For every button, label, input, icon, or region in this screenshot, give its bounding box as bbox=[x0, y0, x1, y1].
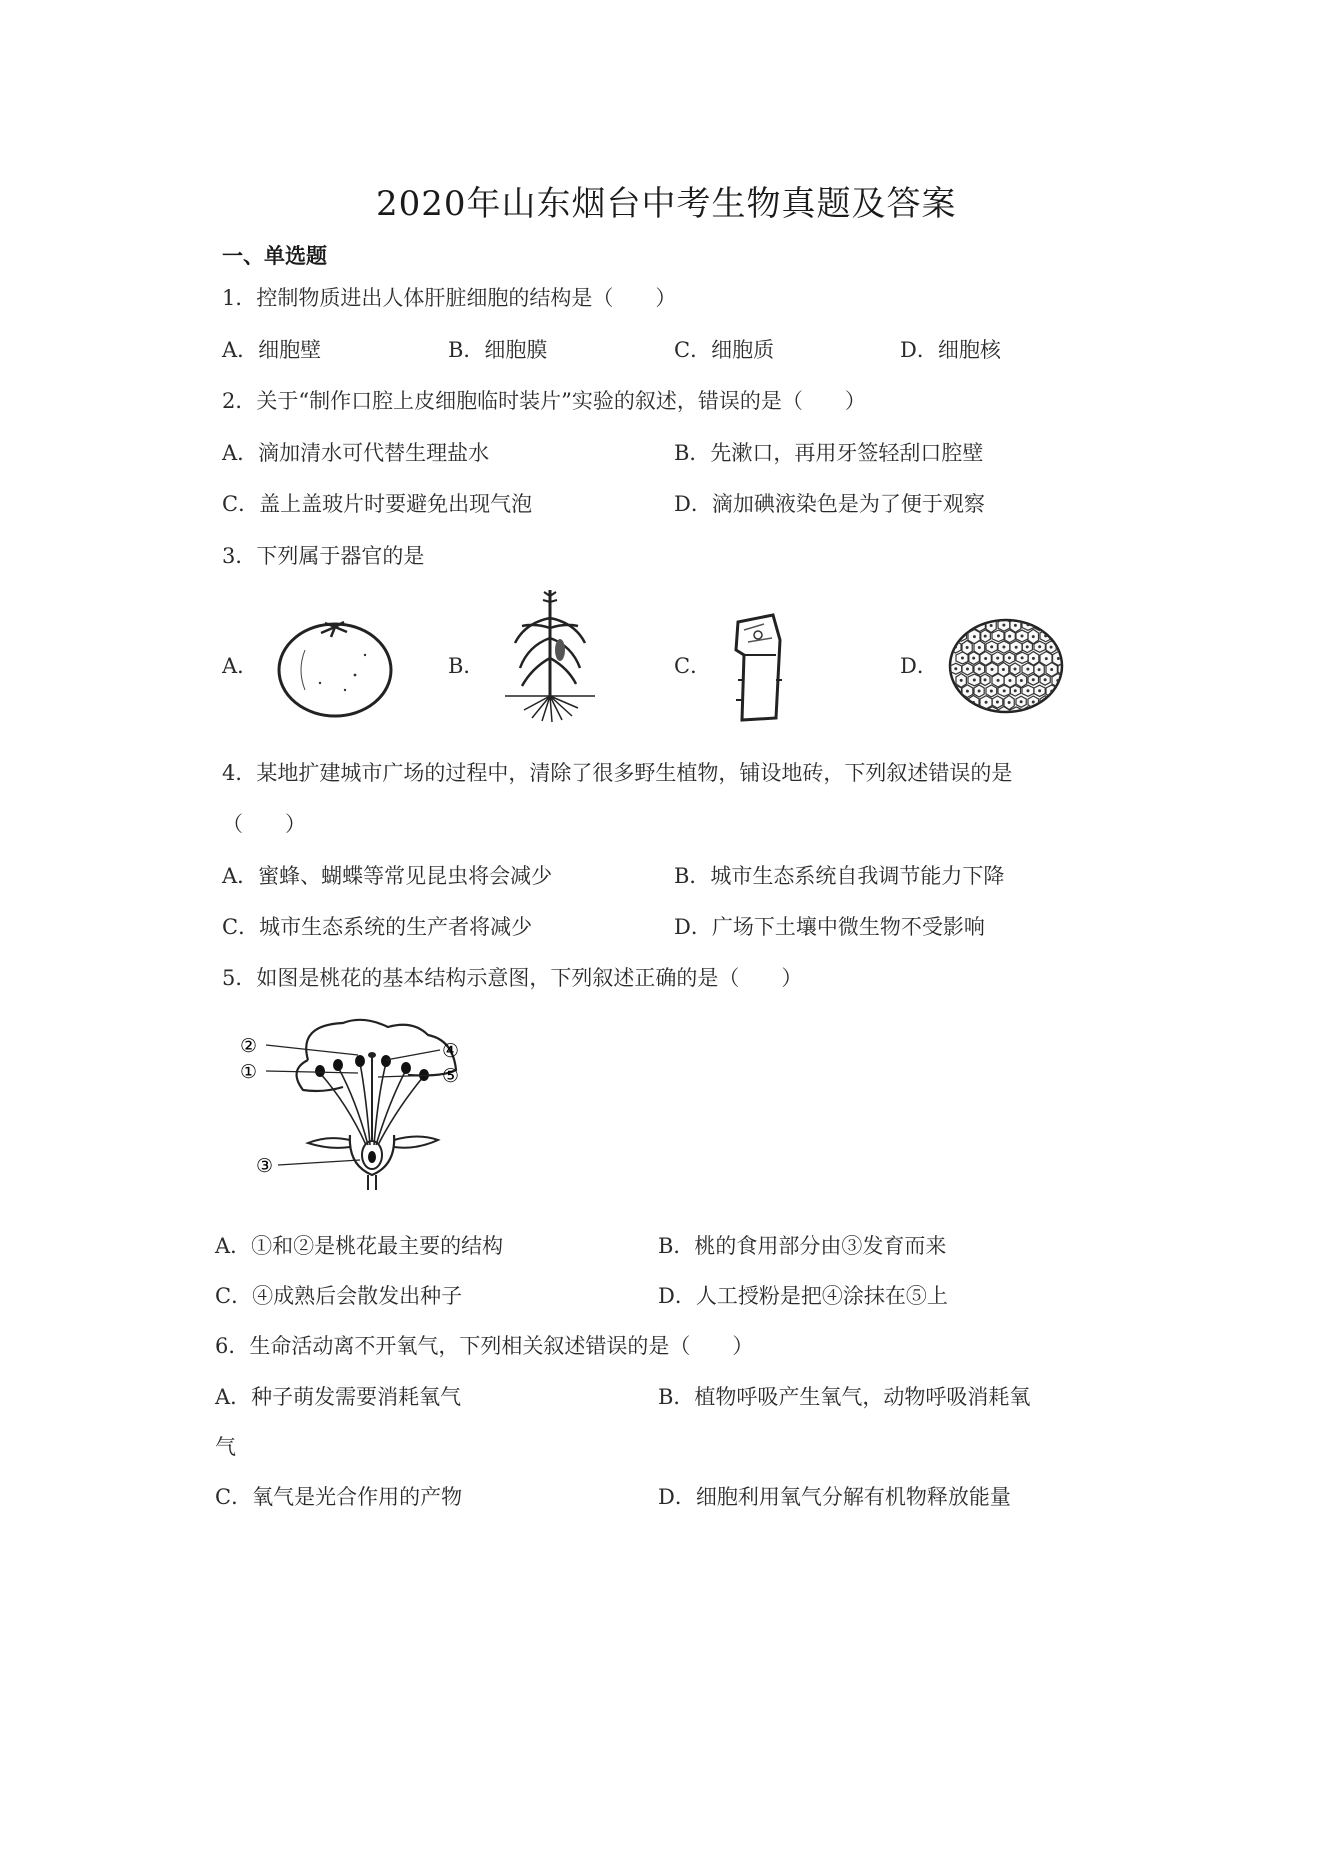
cell-nucleus bbox=[1033, 657, 1035, 659]
cell-nucleus bbox=[978, 690, 980, 692]
cell-nucleus bbox=[962, 657, 964, 659]
q5-option-d: D．人工授粉是把④涂抹在⑤上 bbox=[658, 1284, 948, 1308]
cell-nucleus bbox=[966, 713, 968, 715]
cell-nucleus bbox=[978, 668, 980, 670]
q6-option-b-wrap: 气 bbox=[215, 1435, 236, 1459]
cell-nucleus bbox=[979, 712, 981, 714]
cell-nucleus bbox=[1003, 690, 1005, 692]
q1-option-a: A．细胞壁 bbox=[222, 338, 322, 362]
q6-option-c: C．氧气是光合作用的产物 bbox=[215, 1485, 463, 1509]
cell-nucleus bbox=[1026, 646, 1028, 648]
cell-nucleus bbox=[1051, 624, 1053, 626]
cell-nucleus bbox=[1008, 702, 1010, 704]
cell-outline bbox=[1064, 695, 1076, 709]
plant-tissue-image bbox=[728, 610, 788, 722]
cell-nucleus bbox=[991, 668, 993, 670]
cell-nucleus bbox=[991, 646, 993, 648]
cell-nucleus bbox=[985, 658, 987, 660]
cell-nucleus bbox=[960, 680, 962, 682]
cell-nucleus bbox=[1027, 624, 1029, 626]
q1-option-d: D．细胞核 bbox=[900, 338, 1001, 362]
cell-nucleus bbox=[1057, 680, 1059, 682]
cell-nucleus bbox=[1045, 635, 1047, 637]
cell-nucleus bbox=[1063, 713, 1065, 715]
cell-nucleus bbox=[1069, 702, 1071, 704]
cell-nucleus bbox=[1027, 690, 1029, 692]
cell-nucleus bbox=[1057, 701, 1059, 703]
cell-nucleus bbox=[1027, 668, 1029, 670]
cell-nucleus bbox=[1009, 680, 1011, 682]
cell-nucleus bbox=[1039, 624, 1041, 626]
cell-outline bbox=[950, 707, 962, 719]
cell-nucleus bbox=[1068, 635, 1070, 637]
q3-option-a: A． bbox=[222, 654, 259, 678]
cell-outline bbox=[1058, 707, 1070, 721]
question-4-stem-line1: 4．某地扩建城市广场的过程中，清除了很多野生植物，铺设地砖，下列叙述错误的是 bbox=[222, 761, 1013, 785]
label-5: ⑤ bbox=[442, 1065, 460, 1087]
cell-outline bbox=[1046, 619, 1058, 630]
cell-outline bbox=[1064, 674, 1077, 685]
q2-option-c: C．盖上盖玻片时要避免出现气泡 bbox=[222, 492, 533, 516]
q2-option-a: A．滴加清水可代替生理盐水 bbox=[222, 441, 490, 465]
q3-option-c: C． bbox=[674, 654, 712, 678]
cell-nucleus bbox=[1062, 690, 1064, 692]
cell-nucleus bbox=[966, 624, 968, 626]
cell-nucleus bbox=[1069, 657, 1071, 659]
cell-nucleus bbox=[1051, 713, 1053, 715]
q5-option-c: C．④成熟后会散发出种子 bbox=[215, 1284, 463, 1308]
cell-nucleus bbox=[1021, 635, 1023, 637]
cell-nucleus bbox=[1003, 624, 1005, 626]
cell-nucleus bbox=[1009, 635, 1011, 637]
cell-nucleus bbox=[1044, 701, 1046, 703]
cell-nucleus bbox=[966, 647, 968, 649]
cell-nucleus bbox=[974, 636, 976, 638]
cell-nucleus bbox=[991, 712, 993, 714]
q4-option-c: C．城市生态系统的生产者将减少 bbox=[222, 915, 533, 939]
q2-option-b: B．先漱口，再用牙签轻刮口腔壁 bbox=[674, 441, 984, 465]
cell-nucleus bbox=[1003, 669, 1005, 671]
cell-tissue-image bbox=[948, 618, 1064, 714]
cell-outline bbox=[962, 706, 972, 720]
section-heading: 一、单选题 bbox=[222, 244, 327, 268]
cell-nucleus bbox=[967, 690, 969, 692]
cell-nucleus bbox=[1069, 679, 1071, 681]
cell-nucleus bbox=[1032, 636, 1034, 638]
cell-outline bbox=[956, 696, 967, 709]
cell-nucleus bbox=[973, 657, 975, 659]
cell-nucleus bbox=[1039, 690, 1041, 692]
corn-plant-image bbox=[500, 588, 600, 723]
cell-nucleus bbox=[955, 668, 957, 670]
cell-nucleus bbox=[1039, 646, 1041, 648]
q4-option-a: A．蜜蜂、蝴蝶等常见昆虫将会减少 bbox=[222, 864, 553, 888]
q3-option-d: D． bbox=[900, 654, 938, 678]
question-2-stem: 2．关于“制作口腔上皮细胞临时装片”实验的叙述，错误的是（ ） bbox=[222, 389, 866, 413]
cell-nucleus bbox=[1020, 680, 1022, 682]
cell-nucleus bbox=[1032, 679, 1034, 681]
cell-nucleus bbox=[985, 701, 987, 703]
cell-outline bbox=[1034, 706, 1046, 720]
question-3-stem: 3．下列属于器官的是 bbox=[222, 544, 425, 568]
label-1: ① bbox=[240, 1061, 258, 1083]
cell-nucleus bbox=[1063, 624, 1065, 626]
cell-nucleus bbox=[1063, 668, 1065, 670]
cell-outline bbox=[1058, 619, 1070, 632]
cell-nucleus bbox=[997, 657, 999, 659]
cell-nucleus bbox=[1015, 625, 1017, 627]
cell-nucleus bbox=[955, 624, 957, 626]
cell-nucleus bbox=[997, 679, 999, 681]
cell-outline bbox=[1064, 630, 1074, 644]
cell-nucleus bbox=[978, 647, 980, 649]
cell-nucleus bbox=[1057, 635, 1059, 637]
q5-option-a: A．①和②是桃花最主要的结构 bbox=[215, 1234, 504, 1258]
cell-nucleus bbox=[1003, 646, 1005, 648]
tomato-image bbox=[275, 615, 395, 720]
cell-nucleus bbox=[1008, 657, 1010, 659]
cell-nucleus bbox=[1032, 701, 1034, 703]
question-6-stem: 6．生命活动离不开氧气，下列相关叙述错误的是（ ） bbox=[215, 1334, 754, 1358]
q6-option-b: B．植物呼吸产生氧气，动物呼吸消耗氧 bbox=[658, 1385, 1031, 1409]
cell-nucleus bbox=[973, 679, 975, 681]
cell-nucleus bbox=[1050, 646, 1052, 648]
cell-nucleus bbox=[984, 679, 986, 681]
cell-nucleus bbox=[990, 690, 992, 692]
cell-nucleus bbox=[1020, 701, 1022, 703]
q4-option-d: D．广场下土壤中微生物不受影响 bbox=[674, 915, 985, 939]
cell-nucleus bbox=[1051, 690, 1053, 692]
cell-nucleus bbox=[961, 701, 963, 703]
cell-outline bbox=[950, 619, 961, 632]
cell-nucleus bbox=[1015, 646, 1017, 648]
cell-nucleus bbox=[1051, 669, 1053, 671]
cell-nucleus bbox=[1014, 690, 1016, 692]
cell-nucleus bbox=[955, 690, 957, 692]
q6-option-a: A．种子萌发需要消耗氧气 bbox=[215, 1385, 462, 1409]
q5-option-b: B．桃的食用部分由③发育而来 bbox=[658, 1234, 947, 1258]
cell-nucleus bbox=[1021, 657, 1023, 659]
cell-nucleus bbox=[1014, 668, 1016, 670]
cell-nucleus bbox=[967, 668, 969, 670]
q1-option-c: C．细胞质 bbox=[674, 338, 775, 362]
q2-option-d: D．滴加碘液染色是为了便于观察 bbox=[674, 492, 985, 516]
peach-flower-diagram bbox=[238, 1015, 498, 1190]
q6-option-d: D．细胞利用氧气分解有机物释放能量 bbox=[658, 1485, 1011, 1509]
cell-nucleus bbox=[1057, 658, 1059, 660]
question-1-stem: 1．控制物质进出人体肝脏细胞的结构是（ ） bbox=[222, 286, 677, 310]
cell-nucleus bbox=[1044, 679, 1046, 681]
cell-nucleus bbox=[984, 635, 986, 637]
cell-nucleus bbox=[997, 701, 999, 703]
question-5-stem: 5．如图是桃花的基本结构示意图，下列叙述正确的是（ ） bbox=[222, 966, 803, 990]
cell-outline bbox=[1058, 685, 1068, 699]
cell-nucleus bbox=[1027, 712, 1029, 714]
cell-outline bbox=[1064, 652, 1076, 665]
cell-nucleus bbox=[1038, 669, 1040, 671]
label-4: ④ bbox=[442, 1040, 460, 1062]
q4-option-b: B．城市生态系统自我调节能力下降 bbox=[674, 864, 1005, 888]
question-4-stem-line2: （ ） bbox=[222, 812, 306, 836]
page-title: 2020年山东烟台中考生物真题及答案 bbox=[376, 184, 957, 224]
cell-nucleus bbox=[990, 625, 992, 627]
cell-nucleus bbox=[1063, 646, 1065, 648]
cell-outline bbox=[1052, 696, 1063, 708]
cell-nucleus bbox=[1045, 658, 1047, 660]
cell-nucleus bbox=[955, 712, 957, 714]
cell-nucleus bbox=[1039, 713, 1041, 715]
label-3: ③ bbox=[256, 1155, 274, 1177]
q1-option-b: B．细胞膜 bbox=[448, 338, 548, 362]
label-2: ② bbox=[240, 1035, 258, 1057]
q3-option-b: B． bbox=[448, 654, 485, 678]
cell-nucleus bbox=[998, 635, 1000, 637]
cell-outline bbox=[1046, 706, 1058, 720]
